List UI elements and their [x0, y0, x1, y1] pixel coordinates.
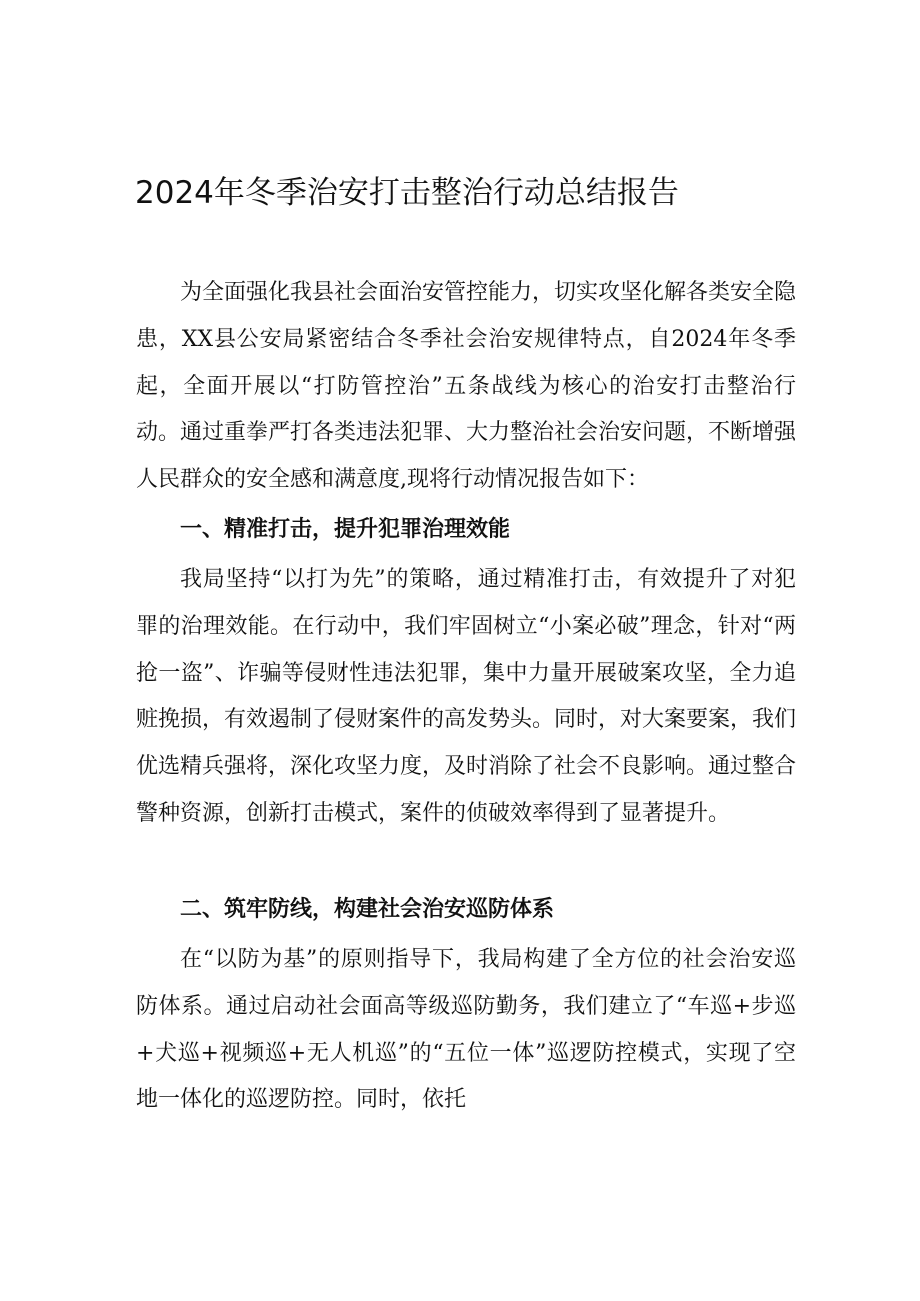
- section-1-heading-block: [136, 507, 796, 554]
- section-paragraph: 在“以防为基”的原则指导下，我局构建了全方位的社会治安巡防体系。通过启动社会面高等级巡防勤务，我们建立了“车巡+步巡+犬巡+视频巡+无人机巡”的“五位一体”巡逻防控模式，实现了空地一体化的巡逻防控。同时，依托: [136, 947, 796, 1113]
- intro-block: [136, 270, 796, 504]
- section-heading: 二、筑牢防线，构建社会治安巡防体系: [180, 897, 555, 922]
- section-heading: 一、精准打击，提升犯罪治理效能: [180, 517, 511, 542]
- section-paragraph: 我局坚持“以打为先”的策略，通过精准打击，有效提升了对犯罪的治理效能。在行动中，我们牢固树立“小案必破”理念，针对“两抢一盗”、诈骗等侵财性违法犯罪，集中力量开展破案攻坚，全力追赃挽损，有效遏制了侵财案件的高发势头。同时，对大案要案，我们优选精兵强将，深化攻坚力度，及时消除了社会不良影响。通过整合警种资源，创新打击模式，案件的侦破效率得到了显著提升。: [136, 567, 797, 826]
- section-2-body-block: [136, 937, 796, 1124]
- section-2-heading-block: [136, 887, 796, 934]
- document-title: 2024年冬季治安打击整治行动总结报告: [135, 175, 679, 211]
- intro-paragraph: 为全面强化我县社会面治安管控能力，切实攻坚化解各类安全隐患，XX县公安局紧密结合冬季社会治安规律特点，自2024年冬季起，全面开展以“打防管控治”五条战线为核心的治安打击整治行动。通过重拳严打各类违法犯罪、大力整治社会治安问题，不断增强人民群众的安全感和满意度,现将行动情况报告如下：: [136, 280, 797, 493]
- section-1-body-block: [136, 557, 796, 838]
